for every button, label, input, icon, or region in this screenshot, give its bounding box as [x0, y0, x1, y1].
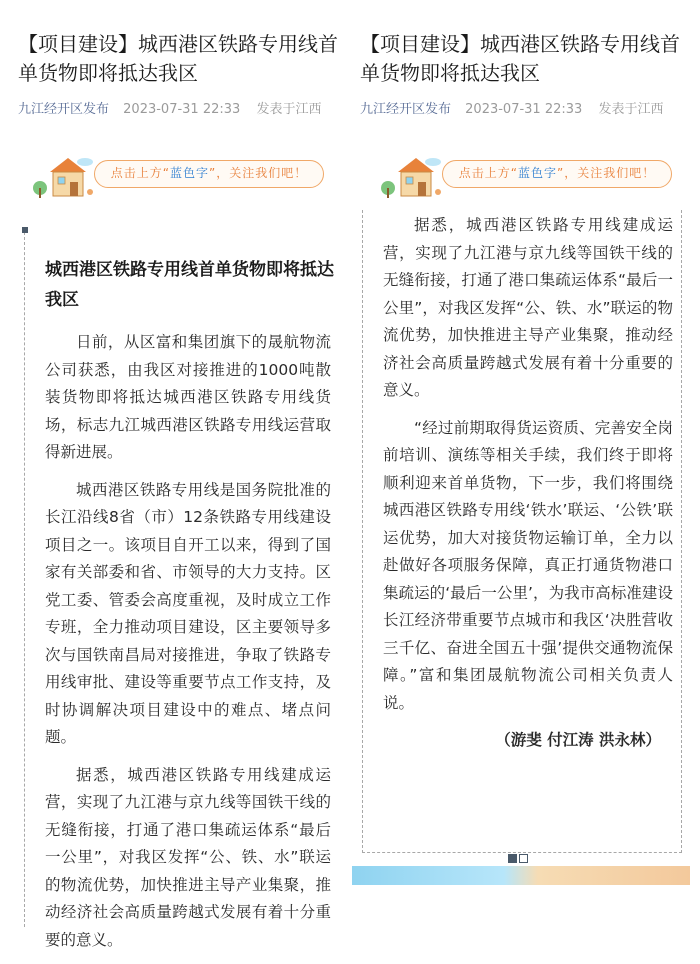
house-icon: [30, 150, 104, 198]
author-signature: （游斐 付江涛 洪永林）: [495, 731, 661, 749]
article-column-left: [0, 0, 340, 949]
paragraph: 据悉，城西港区铁路专用线建成运营，实现了九江港与京九线等国铁干线的无缝衔接，打通了港口集疏运体系“最后一公里”，对我区发挥“公、铁、水”联运的物流优势，加快推进主导产业集聚，推动经济社会高质量跨越式发展有着十分重要的意义。: [383, 216, 673, 399]
article-card: [24, 227, 335, 949]
follow-prompt-highlight: 蓝色字: [517, 166, 557, 180]
article-title: 【项目建设】城西港区铁路专用线首单货物即将抵达我区: [18, 32, 338, 85]
publish-location: 发表于江西: [256, 102, 322, 117]
paragraph: 据悉，城西港区铁路专用线建成运营，实现了九江港与京九线等国铁干线的无缝衔接，打通了港口集疏运体系“最后一公里”，对我区发挥“公、铁、水”联运的物流优势，加快推进主导产业集聚，推动经济社会高质量跨越式发展有着十分重要的意义。: [45, 765, 331, 949]
publish-location: 发表于江西: [598, 102, 664, 117]
follow-prompt: [94, 160, 324, 188]
source-link[interactable]: 九江经开区发布: [18, 102, 110, 117]
card-corner-marker: [22, 227, 28, 233]
publish-date: 2023-07-31 22:33: [123, 102, 241, 117]
card-title: 城西港区铁路专用线首单货物即将抵达我区: [45, 260, 334, 310]
house-icon: [378, 150, 452, 198]
follow-banner[interactable]: [30, 150, 330, 198]
paragraph: “经过前期取得货运资质、完善安全岗前培训、演练等相关手续，我们终于即将顺利迎来首单货物，下一步，我们将围绕城西港区铁路专用线‘铁水’联运、‘公铁’联运优势，加大对接货物运输订单，全力以赴做好各项服务保障，真正打通货物港口集疏运的‘最后一公里’，为我市高标准建设长江经济带重要节点城市和我区‘决胜营收三千亿、奋进全国五十强’提供交通物流保障。”富和集团晟航物流公司相关负责人说。: [383, 418, 673, 712]
follow-prompt: [442, 160, 672, 188]
article-meta: [360, 98, 663, 117]
pager-dot[interactable]: [519, 854, 528, 863]
paragraph: 城西港区铁路专用线是国务院批准的长江沿线8省（市）12条铁路专用线建设项目之一。该项目自开工以来，得到了国家有关部委和省、市领导的大力支持。区党工委、管委会高度重视，及时成立工作专班，全力推动项目建设，区主要领导多次与国铁南昌局对接推进，争取了铁路专用线审批、建设等重要节点工作支持，及时协调解决项目建设中的难点、堵点问题。: [45, 480, 331, 746]
follow-prompt-suffix: ”，关注我们吧！: [557, 166, 656, 180]
article-card: [362, 210, 682, 853]
pager-dot-active[interactable]: [508, 854, 517, 863]
carousel-pager[interactable]: [508, 848, 530, 867]
follow-prompt-suffix: ”，关注我们吧！: [209, 166, 308, 180]
bottom-image-strip: [352, 866, 690, 885]
article-meta: [18, 98, 321, 117]
follow-prompt-prefix: 点击上方“: [458, 166, 518, 180]
paragraph: 日前，从区富和集团旗下的晟航物流公司获悉，由我区对接推进的1000吨散装货物即将抵达城西港区铁路专用线货场，标志九江城西港区铁路专用线运营取得新进展。: [45, 333, 331, 461]
source-link[interactable]: 九江经开区发布: [360, 102, 452, 117]
article-column-right: [350, 0, 690, 885]
follow-prompt-prefix: 点击上方“: [110, 166, 170, 180]
article-body: [383, 212, 673, 755]
follow-prompt-highlight: 蓝色字: [169, 166, 209, 180]
article-body: [45, 329, 331, 964]
article-title: 【项目建设】城西港区铁路专用线首单货物即将抵达我区: [360, 32, 680, 85]
follow-banner[interactable]: [378, 150, 678, 198]
publish-date: 2023-07-31 22:33: [465, 102, 583, 117]
